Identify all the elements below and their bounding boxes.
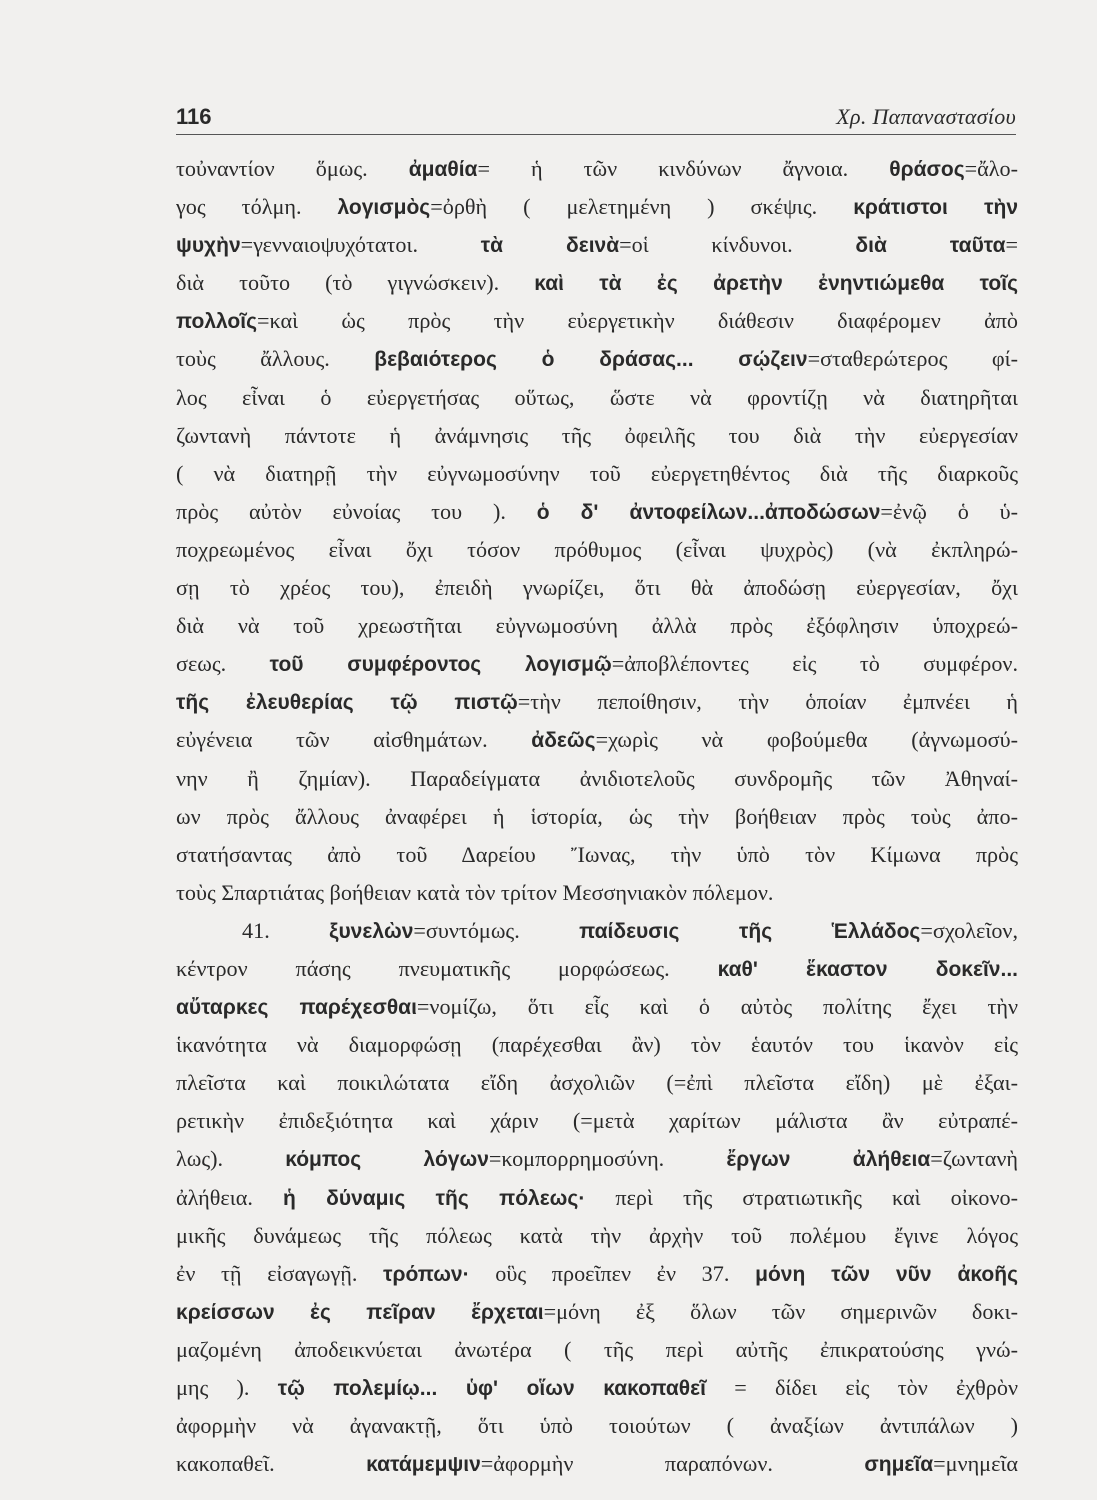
lemma-term: διὰ ταῦτα [855,234,1006,258]
text-line [176,150,1018,188]
lemma-term: τρόπων· [383,1262,470,1286]
gloss-text: = ἡ τῶν κινδύνων ἄγνοια. [477,156,890,181]
page-header [176,100,1016,135]
lemma-term: παίδευσις τῆς Ἑλλάδος [579,919,921,943]
running-head-author: Χρ. Παπαναστασίου [836,104,1016,129]
text-line [176,1407,1018,1445]
lemma-term: σημεῖα [864,1453,934,1477]
gloss-text: ζωντανὴ πάντοτε ἡ ἀνάμνησις τῆς ὀφειλῆς του διὰ τὴν εὐεργεσίαν [176,422,1018,448]
gloss-text: σεως. [176,651,270,677]
gloss-text: οὓς προεῖπεν ἐν 37. [469,1260,756,1286]
text-line [176,1217,1018,1255]
text-line [176,1140,1018,1178]
gloss-text: τοὺς Σπαρτιάτας βοήθειαν κατὰ τὸν τρίτον Μεσσηνιακὸν πόλεμον. [176,879,774,905]
text-line [176,379,1018,417]
gloss-text: = δίδει εἰς τὸν ἐχθρὸν [705,1375,1018,1400]
text-line [176,760,1018,798]
gloss-text: τοὐναντίον ὅμως. [176,156,409,181]
lemma-term: πολλοῖς [176,310,258,334]
lemma-term: τῷ πολεμίῳ... ὑφ' οἵων κακοπαθεῖ [277,1377,706,1400]
gloss-text: =γενναιοψυχότατοι. [240,232,481,258]
lemma-term: θράσος [889,158,965,181]
gloss-text: μαζομένη ἀποδεικνύεται ἀνωτέρα ( τῆς περὶ αὐτῆς ἐπικρατούσης γνώ- [176,1336,1018,1362]
gloss-text: =ἐνῷ ὁ ὑ- [880,498,1018,524]
gloss-text: =κομπορρημοσύνη. [488,1146,727,1172]
lemma-term: ἀδεῶς [531,729,596,753]
lemma-term: τὰ δεινὰ [480,234,620,258]
text-line [176,874,1018,912]
gloss-text: =σταθερώτερος φί- [807,346,1018,372]
text-line [176,226,1018,264]
gloss-text: =μόνη ἐξ ὅλων τῶν σημερινῶν δοκι- [543,1298,1018,1324]
gloss-text: μικῆς δυνάμεως τῆς πόλεως κατὰ τὴν ἀρχὴν τοῦ πολέμου ἔγινε λόγος [176,1222,1018,1248]
text-line [176,302,1018,340]
text-line [176,645,1018,683]
gloss-text: διὰ νὰ τοῦ χρεωστῆται εὐγνωμοσύνη ἀλλὰ πρὸς ἐξόφλησιν ὑποχρεώ- [176,613,1018,639]
gloss-text: ἀλήθεια. [176,1184,283,1210]
text-line [176,988,1018,1026]
gloss-text: ( νὰ διατηρῇ τὴν εὐγνωμοσύνην τοῦ εὐεργετηθέντος διὰ τῆς διαρκοῦς [176,460,1018,486]
text-line [176,607,1018,645]
gloss-text: = [1005,232,1018,258]
text-line [176,264,1018,302]
gloss-text: =νομίζω, ὅτι εἷς καὶ ὁ αὐτὸς πολίτης ἔχει τὴν [416,994,1018,1020]
gloss-text: ων πρὸς ἄλλους ἀναφέρει ἡ ἱστορία, ὡς τὴν βοήθειαν πρὸς τοὺς ἀπο- [176,803,1018,829]
gloss-text: =ὀρθὴ ( μελετημένη ) σκέψις. [430,194,854,220]
gloss-text: =μνημεῖα [933,1451,1018,1477]
lemma-term: βεβαιότερος ὁ δράσας... σῴζειν [374,348,808,372]
text-line [176,1102,1018,1140]
gloss-text: τοὺς ἄλλους. [176,346,375,372]
text-line [176,1445,1018,1483]
lemma-term: λογισμὸς [337,196,431,220]
gloss-text: ρετικὴν ἐπιδεξιότητα καὶ χάριν (=μετὰ χαρίτων μάλιστα ἂν εὐτραπέ- [176,1108,1018,1134]
gloss-text: =τὴν πεποίθησιν, τὴν ὁποίαν ἐμπνέει ἡ [517,689,1018,715]
gloss-text: στατήσαντας ἀπὸ τοῦ Δαρείου Ἴωνας, τὴν ὑπὸ τὸν Κίμωνα πρὸς [176,841,1018,867]
gloss-text: μης ). [176,1375,278,1400]
text-line [176,683,1018,721]
text-line [176,531,1018,569]
text-line [176,912,1018,950]
gloss-text: ποχρεωμένος εἶναι ὄχι τόσον πρόθυμος (εἶναι ψυχρὸς) (νὰ ἐκπληρώ- [176,536,1018,562]
text-line [176,1369,1018,1407]
gloss-text: =ἄλο- [964,156,1018,181]
text-line [176,1064,1018,1102]
gloss-text: 41. [242,917,330,943]
gloss-text: ἱκανότητα νὰ διαμορφώσῃ (παρέχεσθαι ἂν) τὸν ἑαυτόν του ἱκανὸν εἰς [176,1032,1018,1058]
gloss-text: =ἀποβλέποντες εἰς τὸ συμφέρον. [611,651,1018,677]
gloss-text: =ζωντανὴ [930,1146,1018,1172]
gloss-text: πρὸς αὐτὸν εὐνοίας του ). [176,498,537,524]
lemma-term: ἡ δύναμις τῆς πόλεως· [282,1186,586,1210]
lemma-term: ἀμαθία [408,158,478,181]
lemma-term: κατάμεμψιν [366,1453,481,1477]
lemma-term: αὔταρκες παρέχεσθαι [176,996,417,1020]
text-line [176,340,1018,378]
gloss-text: =οἱ κίνδυνοι. [619,232,856,258]
gloss-text: λος εἶναι ὁ εὐεργετήσας οὕτως, ὥστε νὰ φροντίζῃ νὰ διατηρῆται [176,384,1018,410]
gloss-text: περὶ τῆς στρατιωτικῆς καὶ οἰκονο- [585,1184,1018,1210]
text-line [176,836,1018,874]
text-line [176,417,1018,455]
gloss-text: =ἀφορμὴν παραπόνων. [480,1451,865,1477]
lemma-term: τῆς ἐλευθερίας τῷ πιστῷ [176,691,518,715]
gloss-text: εὐγένεια τῶν αἰσθημάτων. [176,727,532,753]
lemma-term: ψυχὴν [176,234,241,258]
text-line [176,798,1018,836]
gloss-text: ἀφορμὴν νὰ ἀγανακτῇ, ὅτι ὑπὸ τοιούτων ( ἀναξίων ἀντιπάλων ) [176,1413,1018,1439]
text-line [176,1026,1018,1064]
text-line [176,188,1018,226]
gloss-text: διὰ τοῦτο (τὸ γιγνώσκειν). [176,270,535,296]
lemma-term: κράτιστοι τὴν [853,196,1018,220]
text-line [176,950,1018,988]
lemma-term: ὁ δ' ἀντοφείλων...ἀποδώσων [536,500,881,524]
lemma-term: ἔργων ἀλήθεια [726,1148,931,1172]
gloss-text: γος τόλμη. [176,194,338,220]
gloss-text: =καὶ ὡς πρὸς τὴν εὐεργετικὴν διάθεσιν διαφέρομεν ἀπὸ [257,308,1018,334]
text-line [176,493,1018,531]
text-line [176,569,1018,607]
gloss-text: κέντρον πάσης πνευματικῆς μορφώσεως. [176,955,718,981]
gloss-text: νην ἢ ζημίαν). Παραδείγματα ἀνιδιοτελοῦς συνδρομῆς τῶν Ἀθηναί- [176,765,1018,791]
page-number: 116 [176,104,212,129]
lemma-term: καθ' ἕκαστον δοκεῖν... [717,957,1018,981]
gloss-text: λως). [176,1146,286,1172]
text-line [176,1331,1018,1369]
gloss-text: =σχολεῖον, [920,917,1018,943]
text-line [176,721,1018,759]
text-line [176,1293,1018,1331]
lemma-term: κόμπος λόγων [285,1148,489,1172]
text-line [176,455,1018,493]
lemma-term: μόνη τῶν νῦν ἀκοῆς [755,1262,1018,1286]
lemma-term: καὶ τὰ ἐς ἀρετὴν ἐνηντιώμεθα τοῖς [534,272,1018,296]
gloss-text: σῃ τὸ χρέος του), ἐπειδὴ γνωρίζει, ὅτι θὰ ἀποδώσῃ εὐεργεσίαν, ὄχι [176,575,1018,601]
gloss-text: κακοπαθεῖ. [176,1451,367,1477]
gloss-text: =συντόμως. [413,917,580,943]
gloss-text: =χωρὶς νὰ φοβούμεθα (ἀγνωμοσύ- [595,727,1018,753]
lemma-term: τοῦ συμφέροντος λογισμῷ [269,653,612,677]
commentary-text [176,150,1018,1483]
text-line [176,1255,1018,1293]
lemma-term: κρείσσων ἐς πεῖραν ἔρχεται [176,1300,544,1324]
text-line [176,1179,1018,1217]
gloss-text: πλεῖστα καὶ ποικιλώτατα εἴδη ἀσχολιῶν (=ἐπὶ πλεῖστα εἴδη) μὲ ἐξαι- [176,1070,1018,1096]
gloss-text: ἐν τῇ εἰσαγωγῇ. [176,1260,384,1286]
lemma-term: ξυνελὼν [329,919,414,943]
